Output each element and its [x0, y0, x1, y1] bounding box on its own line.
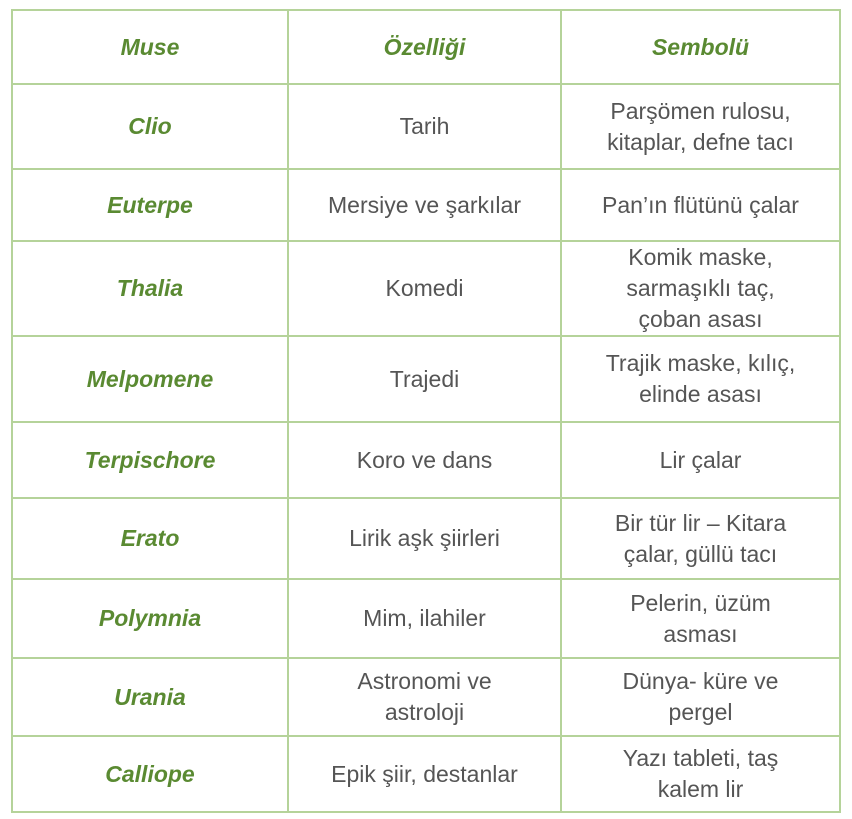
muse-symbol	[561, 169, 840, 241]
table-row	[12, 498, 840, 579]
muse-name: Thalia	[12, 241, 288, 336]
muse-feature-line: Tarih	[399, 113, 450, 139]
muse-feature-line: astroloji	[384, 699, 465, 725]
muse-symbol	[561, 241, 840, 336]
muse-feature-line: Mim, ilahiler	[363, 605, 486, 631]
muse-feature-line: Komedi	[385, 275, 464, 301]
muse-symbol	[561, 579, 840, 658]
muse-symbol-line: Dünya- küre ve	[622, 668, 779, 694]
muse-symbol-line: asması	[663, 620, 738, 647]
muse-symbol-line: çalar, güllü tacı	[623, 540, 778, 567]
muse-feature	[288, 336, 561, 422]
muse-symbol-line: Lir çalar	[659, 446, 742, 473]
muse-symbol-line: Bir tür lir – Kitara	[614, 509, 787, 536]
table-row	[12, 658, 840, 736]
table-body	[12, 84, 840, 812]
muse-name: Terpischore	[12, 422, 288, 498]
muse-feature	[288, 579, 561, 658]
header-muse: Muse	[12, 10, 288, 84]
muse-symbol-line: Pelerin, üzüm	[630, 589, 771, 616]
muse-feature-line: Epik şiir, destanlar	[331, 760, 518, 787]
muse-feature	[288, 241, 561, 336]
muse-feature-line: Astronomi ve	[357, 668, 492, 694]
muse-name: Urania	[12, 658, 288, 736]
table-row	[12, 336, 840, 422]
table-row	[12, 169, 840, 241]
muse-symbol	[561, 422, 840, 498]
muse-symbol	[561, 736, 840, 812]
table-row	[12, 422, 840, 498]
muse-feature	[288, 422, 561, 498]
muse-name: Erato	[12, 498, 288, 579]
muse-feature-line: Mersiye ve şarkılar	[328, 191, 521, 218]
muse-symbol-line: Komik maske,	[628, 244, 773, 270]
muse-feature	[288, 736, 561, 812]
muse-symbol-line: elinde asası	[639, 381, 762, 407]
muse-symbol	[561, 498, 840, 579]
muse-name: Euterpe	[12, 169, 288, 241]
muse-symbol-line: Trajik maske, kılıç,	[605, 350, 796, 376]
table-row	[12, 84, 840, 169]
header-feature: Özelliği	[288, 10, 561, 84]
muse-symbol-line: Parşömen rulosu,	[610, 97, 791, 124]
table-row	[12, 736, 840, 812]
table-row	[12, 241, 840, 336]
muse-symbol	[561, 336, 840, 422]
muse-feature	[288, 498, 561, 579]
muse-feature-line: Trajedi	[389, 365, 460, 392]
muse-feature	[288, 84, 561, 169]
muse-name: Clio	[12, 84, 288, 169]
muse-feature	[288, 169, 561, 241]
header-symbol: Sembolü	[561, 10, 840, 84]
muse-symbol-line: sarmaşıklı taç,	[626, 275, 775, 301]
header-row	[12, 10, 840, 84]
muse-symbol-line: pergel	[668, 699, 733, 725]
muse-symbol-line: Pan’ın flütünü çalar	[602, 191, 799, 218]
muse-feature-line: Koro ve dans	[356, 446, 493, 473]
muse-feature-line: Lirik aşk şiirleri	[349, 525, 500, 551]
muse-symbol	[561, 84, 840, 169]
muse-name: Melpomene	[12, 336, 288, 422]
muse-name: Polymnia	[12, 579, 288, 658]
table-row	[12, 579, 840, 658]
muse-symbol-line: Yazı tableti, taş	[622, 745, 779, 771]
muse-table	[11, 9, 841, 813]
muse-symbol-line: çoban asası	[638, 306, 763, 332]
muse-name: Calliope	[12, 736, 288, 812]
muse-symbol-line: kitaplar, defne tacı	[607, 128, 794, 155]
muse-symbol	[561, 658, 840, 736]
muse-symbol-line: kalem lir	[657, 776, 744, 802]
muse-feature	[288, 658, 561, 736]
